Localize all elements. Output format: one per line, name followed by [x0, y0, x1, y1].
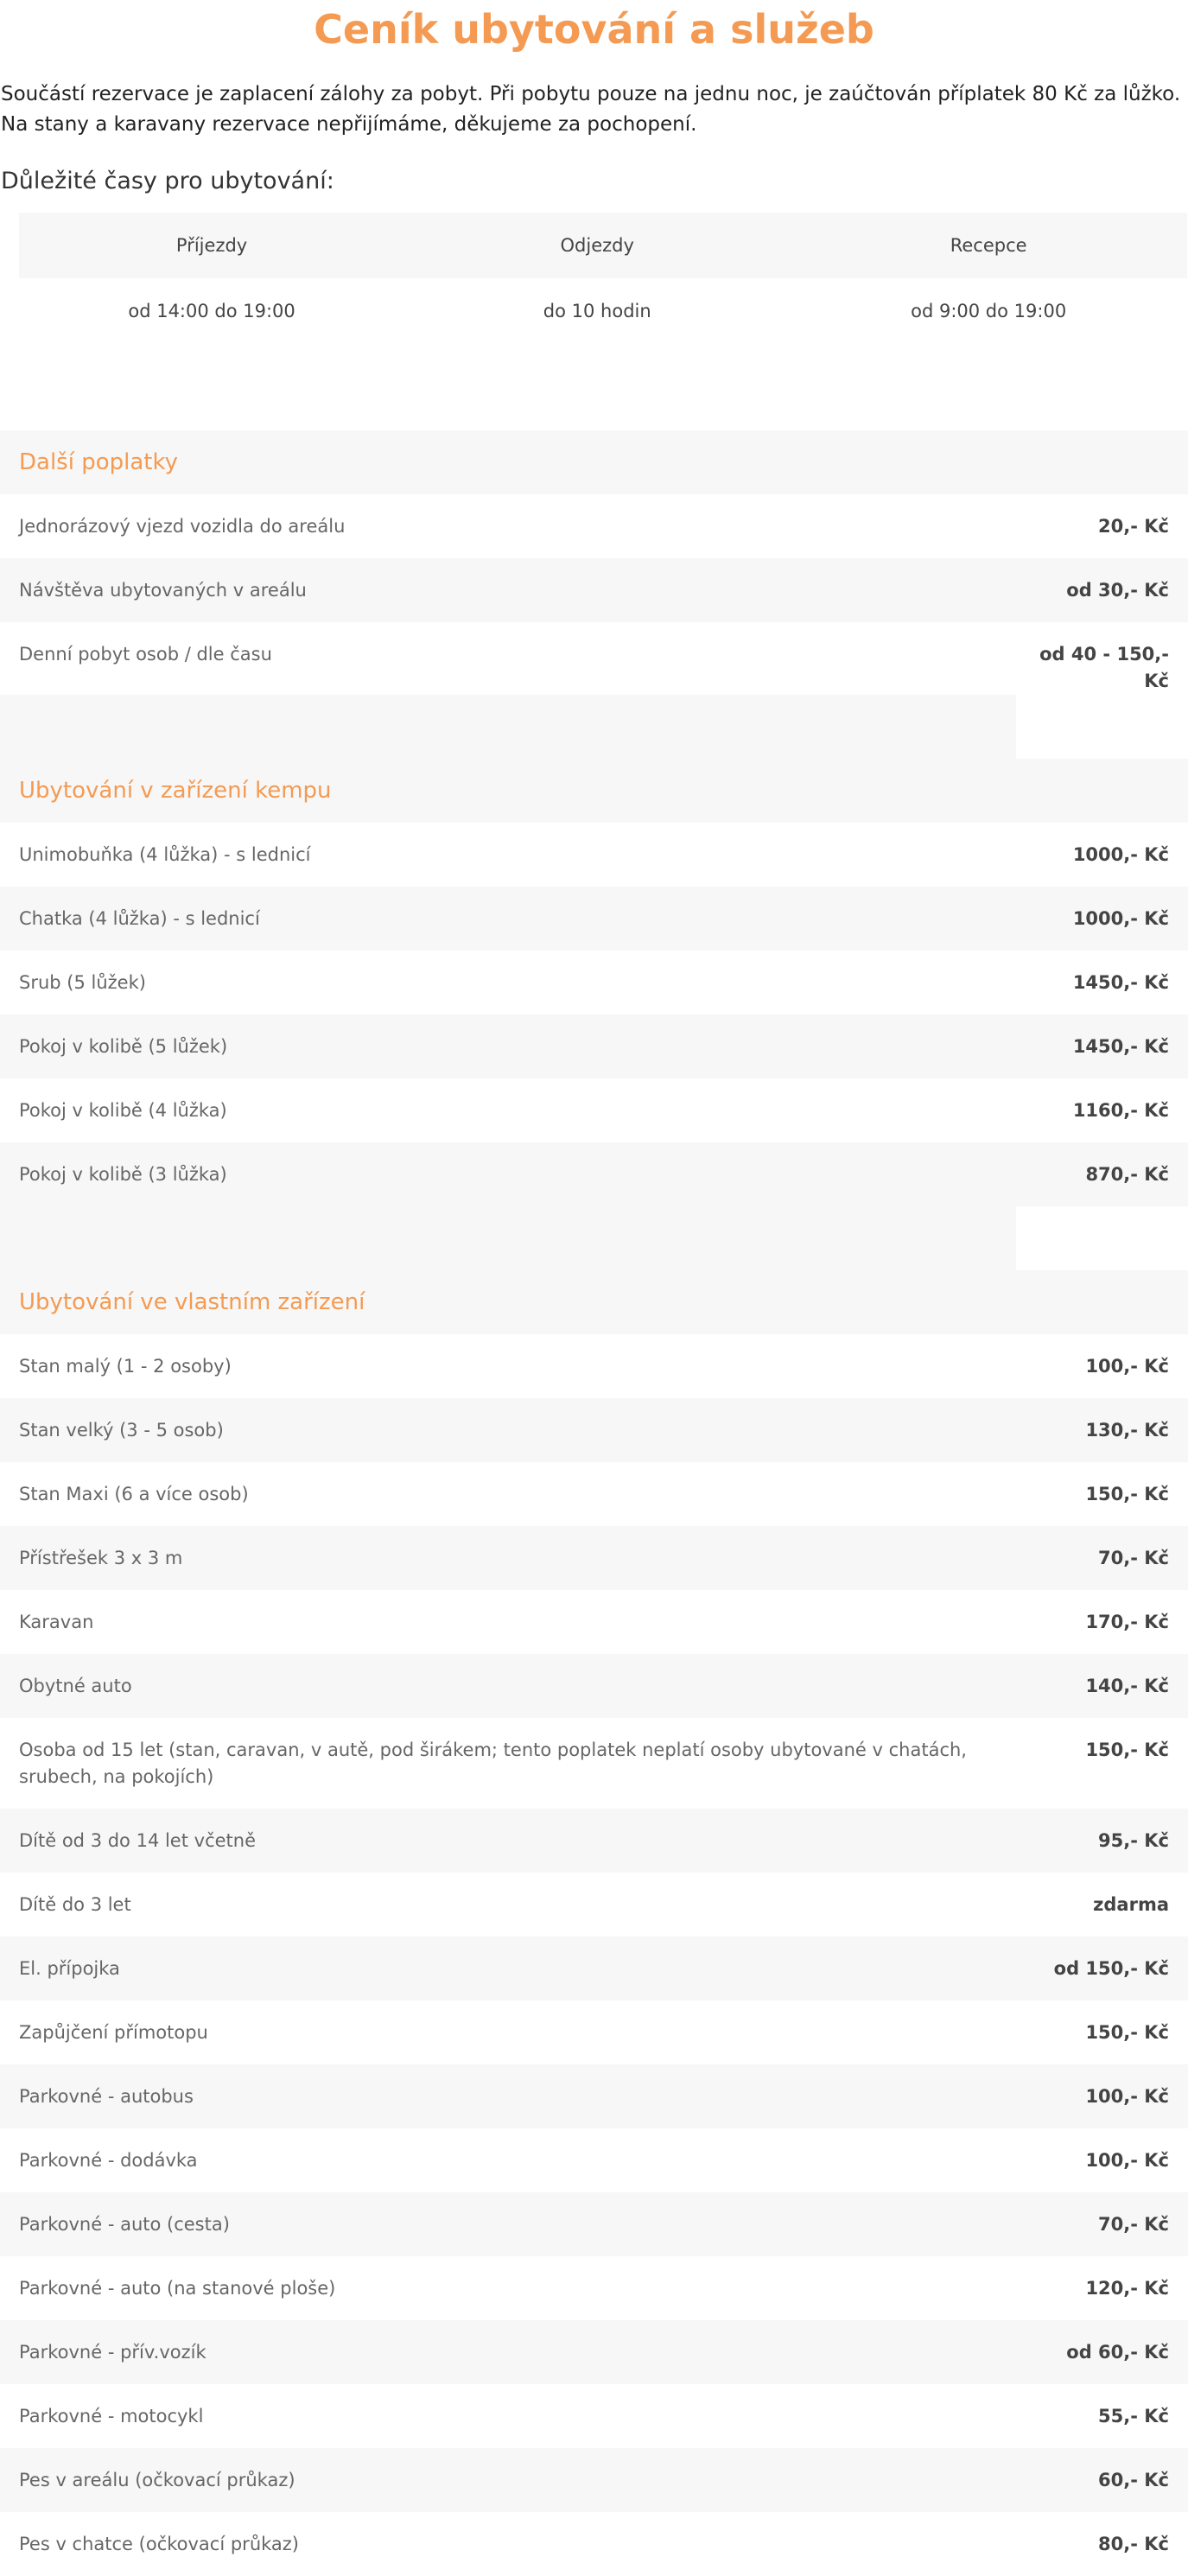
- price-row-value: 150,- Kč: [1085, 2022, 1169, 2043]
- price-row-label: Pes v chatce (očkovací průkaz): [19, 2534, 300, 2554]
- price-row-value: 1450,- Kč: [1072, 1036, 1169, 1057]
- price-row: [0, 1526, 1188, 1590]
- price-row: [0, 2192, 1188, 2256]
- price-row: [0, 1937, 1188, 2000]
- price-row-value: 1000,- Kč: [1072, 844, 1169, 865]
- intro-line-deposit: Součástí rezervace je zaplacení zálohy za pobyt. Při pobytu pouze na jednu noc, je zaúčtován příplatek 80 Kč za lůžko.: [1, 83, 1181, 105]
- price-row-label: Parkovné - motocykl: [19, 2406, 204, 2427]
- price-row: [0, 2256, 1188, 2320]
- price-row: [0, 1142, 1188, 1206]
- price-row-label: Srub (5 lůžek): [19, 972, 146, 993]
- price-row: [0, 1809, 1188, 1873]
- section-title: Ubytování v zařízení kempu: [0, 759, 1188, 823]
- price-row: [0, 622, 1188, 695]
- intro-text: [0, 80, 1188, 140]
- price-row-label: Stan malý (1 - 2 osoby): [19, 1356, 232, 1377]
- price-row: [0, 1654, 1188, 1718]
- price-row-value: 55,- Kč: [1098, 2406, 1169, 2427]
- price-row: [0, 1014, 1188, 1078]
- times-header-arrivals: Příjezdy: [19, 213, 404, 278]
- price-row-label: Pokoj v kolibě (5 lůžek): [19, 1036, 228, 1057]
- price-row: [0, 1462, 1188, 1526]
- price-row-label: Chatka (4 lůžka) - s lednicí: [19, 908, 260, 929]
- times-value-row: [19, 278, 1187, 344]
- section-divider: [0, 695, 1016, 759]
- price-row: [0, 1078, 1188, 1142]
- price-row-label: Parkovné - auto (cesta): [19, 2214, 230, 2235]
- times-value-reception: od 9:00 do 19:00: [911, 301, 1067, 321]
- price-row-value: 95,- Kč: [1098, 1830, 1169, 1851]
- price-row-value: od 40 - 150,- Kč: [1039, 644, 1169, 691]
- price-row: [0, 2128, 1188, 2192]
- section-title: Další poplatky: [0, 430, 1188, 494]
- price-row-label: Dítě do 3 let: [19, 1894, 131, 1915]
- price-row: [0, 2384, 1188, 2448]
- price-row-label: Návštěva ubytovaných v areálu: [19, 580, 307, 601]
- section-title: Ubytování ve vlastním zařízení: [0, 1270, 1188, 1334]
- price-row-value: 140,- Kč: [1085, 1676, 1169, 1696]
- times-header-reception: Recepce: [790, 213, 1187, 278]
- price-row-label: Přístřešek 3 x 3 m: [19, 1548, 183, 1568]
- times-header-row: [19, 213, 1187, 278]
- price-row-value: 100,- Kč: [1085, 2150, 1169, 2171]
- price-row-label: Obytné auto: [19, 1676, 132, 1696]
- price-row: [0, 2000, 1188, 2064]
- price-row-label: Pes v areálu (očkovací průkaz): [19, 2470, 295, 2490]
- price-row-value: 870,- Kč: [1085, 1164, 1169, 1185]
- price-row-value: 100,- Kč: [1085, 2086, 1169, 2107]
- price-section: [0, 759, 1188, 1206]
- intro-line-no-reservations: Na stany a karavany rezervace nepřijímáme, děkujeme za pochopení.: [1, 113, 697, 136]
- price-row-label: Dítě od 3 do 14 let včetně: [19, 1830, 256, 1851]
- price-row-label: Zapůjčení přímotopu: [19, 2022, 208, 2043]
- price-row: [0, 1718, 1188, 1809]
- price-row-value: od 30,- Kč: [1066, 580, 1169, 601]
- price-row-label: Pokoj v kolibě (3 lůžka): [19, 1164, 227, 1185]
- price-row-label: Parkovné - auto (na stanové ploše): [19, 2278, 336, 2299]
- section-divider: [0, 1206, 1016, 1270]
- times-value-arrivals: od 14:00 do 19:00: [128, 301, 295, 321]
- price-row-label: Denní pobyt osob / dle času: [19, 644, 272, 665]
- price-row-label: Karavan: [19, 1612, 94, 1632]
- page-title: Ceník ubytování a služeb: [314, 6, 874, 53]
- price-row-value: 170,- Kč: [1085, 1612, 1169, 1632]
- price-row: [0, 887, 1188, 951]
- price-row-label: Jednorázový vjezd vozidla do areálu: [19, 516, 346, 537]
- price-row-label: Parkovné - dodávka: [19, 2150, 198, 2171]
- price-row: [0, 558, 1188, 622]
- times-table: [19, 213, 1187, 344]
- price-row-value: 1160,- Kč: [1072, 1100, 1169, 1121]
- price-row-value: 1450,- Kč: [1072, 972, 1169, 993]
- price-sections: [0, 430, 1188, 2576]
- price-row: [0, 1334, 1188, 1398]
- price-row: [0, 494, 1188, 558]
- price-row-value: 70,- Kč: [1098, 2214, 1169, 2235]
- price-row-value: 70,- Kč: [1098, 1548, 1169, 1568]
- price-row-value: 1000,- Kč: [1072, 908, 1169, 929]
- price-row-label: Osoba od 15 let (stan, caravan, v autě, pod širákem; tento poplatek neplatí osoby ubytované v chatách, srubech, na pokojích): [19, 1740, 967, 1787]
- price-row: [0, 2512, 1188, 2576]
- price-row-label: Stan velký (3 - 5 osob): [19, 1420, 224, 1441]
- price-row-label: Parkovné - autobus: [19, 2086, 194, 2107]
- price-row: [0, 1590, 1188, 1654]
- price-row: [0, 1873, 1188, 1937]
- price-row-label: Stan Maxi (6 a více osob): [19, 1484, 249, 1504]
- price-row-value: 130,- Kč: [1085, 1420, 1169, 1441]
- price-row-label: Unimobuňka (4 lůžka) - s lednicí: [19, 844, 311, 865]
- price-row-value: 80,- Kč: [1098, 2534, 1169, 2554]
- price-row: [0, 1398, 1188, 1462]
- price-row: [0, 823, 1188, 887]
- price-row: [0, 2320, 1188, 2384]
- price-section: [0, 430, 1188, 695]
- price-row-value: 150,- Kč: [1085, 1740, 1169, 1760]
- price-row-value: 120,- Kč: [1085, 2278, 1169, 2299]
- price-row-value: od 60,- Kč: [1066, 2342, 1169, 2363]
- price-row: [0, 951, 1188, 1014]
- price-row-value: 60,- Kč: [1098, 2470, 1169, 2490]
- times-header-departures: Odjezdy: [404, 213, 790, 278]
- times-heading: Důležité časy pro ubytování:: [1, 168, 334, 194]
- price-section: [0, 1270, 1188, 2576]
- price-row: [0, 2448, 1188, 2512]
- times-value-departures: do 10 hodin: [543, 301, 651, 321]
- price-row-value: 150,- Kč: [1085, 1484, 1169, 1504]
- price-row-label: Parkovné - přív.vozík: [19, 2342, 206, 2363]
- price-row-value: 20,- Kč: [1098, 516, 1169, 537]
- price-row-value: zdarma: [1093, 1894, 1169, 1915]
- price-row-label: Pokoj v kolibě (4 lůžka): [19, 1100, 227, 1121]
- price-row: [0, 2064, 1188, 2128]
- price-row-label: El. přípojka: [19, 1958, 120, 1979]
- price-row-value: 100,- Kč: [1085, 1356, 1169, 1377]
- price-row-value: od 150,- Kč: [1053, 1958, 1169, 1979]
